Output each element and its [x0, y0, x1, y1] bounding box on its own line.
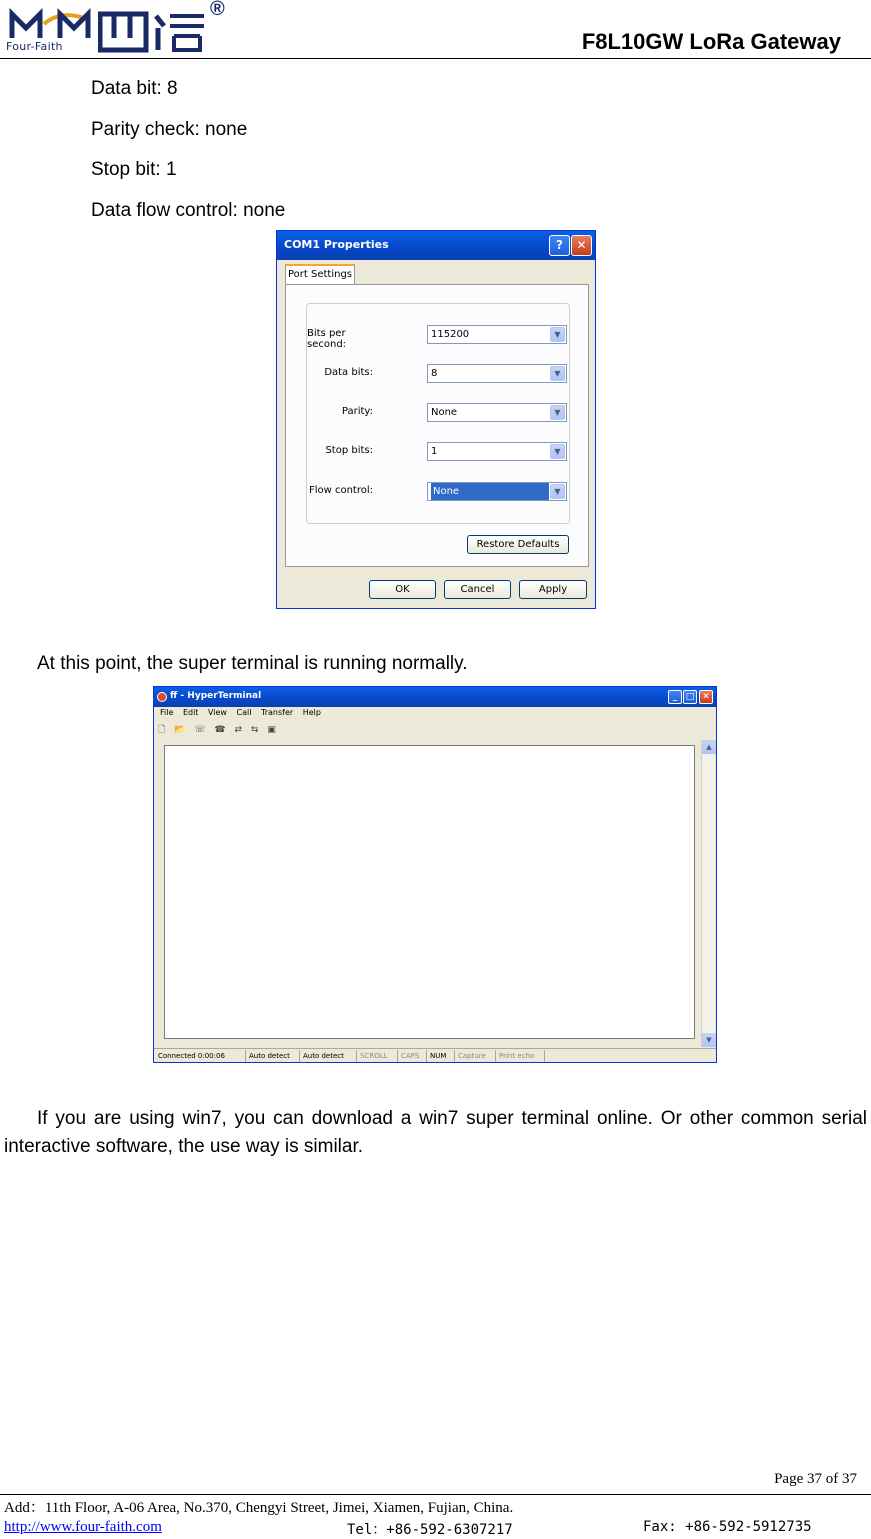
data-bits-select[interactable]: 8 ▼ — [427, 364, 567, 383]
menu-bar — [160, 708, 328, 720]
status-num: NUM — [428, 1050, 455, 1062]
param-parity: Parity check: none — [91, 119, 248, 140]
menu-call[interactable]: Call — [236, 708, 252, 717]
page-number: Page 37 of 37 — [774, 1471, 857, 1487]
bits-per-second-select[interactable]: 115200 ▼ — [427, 325, 567, 344]
ok-button[interactable]: OK — [369, 580, 436, 599]
apply-button[interactable]: Apply — [519, 580, 587, 599]
footer-address: Add：11th Floor, A-06 Area, No.370, Chengyi Street, Jimei, Xiamen, Fujian, China. — [4, 1500, 514, 1516]
registered-mark: ® — [210, 0, 225, 20]
send-icon[interactable]: ⇄ — [234, 725, 242, 735]
website-link[interactable]: http://www.four-faith.com — [4, 1519, 162, 1535]
port-settings-panel — [285, 284, 589, 567]
status-auto-detect-1: Auto detect — [247, 1050, 300, 1062]
com1-properties-dialog — [276, 230, 596, 609]
menu-help[interactable]: Help — [302, 708, 321, 717]
app-icon — [157, 692, 167, 702]
chevron-down-icon[interactable]: ▼ — [550, 366, 565, 381]
brand-name: Four-Faith — [6, 40, 63, 53]
toolbar — [158, 722, 282, 736]
menu-transfer[interactable]: Transfer — [261, 708, 294, 717]
cancel-button[interactable]: Cancel — [444, 580, 511, 599]
scroll-up-icon[interactable]: ▲ — [702, 740, 716, 754]
status-print-echo: Print echo — [497, 1050, 545, 1062]
dialog-titlebar — [277, 231, 595, 260]
running-normally-text: At this point, the super terminal is running normally. — [37, 653, 468, 674]
chevron-down-icon[interactable]: ▼ — [550, 484, 565, 499]
param-data-bit: Data bit: 8 — [91, 78, 178, 99]
vertical-scrollbar[interactable] — [701, 740, 715, 1047]
chinese-logo-icon — [98, 8, 208, 54]
stop-bits-label: Stop bits: — [325, 445, 373, 456]
status-bar — [154, 1048, 716, 1062]
bits-per-second-label: Bits per second: — [307, 328, 347, 350]
parity-label: Parity: — [341, 406, 373, 417]
status-caps: CAPS — [399, 1050, 427, 1062]
hyperterminal-window — [153, 686, 717, 1063]
disconnect-icon[interactable]: ☎ — [214, 725, 226, 735]
flow-control-select[interactable]: None ▼ — [427, 482, 567, 501]
menu-file[interactable]: File — [160, 708, 174, 717]
open-icon[interactable]: 📂 — [174, 725, 186, 735]
scroll-down-icon[interactable]: ▼ — [702, 1033, 716, 1047]
parity-select[interactable]: None ▼ — [427, 403, 567, 422]
status-scroll: SCROLL — [358, 1050, 398, 1062]
help-icon[interactable]: ? — [549, 235, 570, 256]
receive-icon[interactable]: ⇆ — [250, 725, 259, 735]
chevron-down-icon[interactable]: ▼ — [550, 327, 565, 342]
hyperterminal-title: ff - HyperTerminal — [170, 691, 262, 701]
chevron-down-icon[interactable]: ▼ — [550, 405, 565, 420]
close-icon[interactable]: ✕ — [699, 690, 713, 704]
status-connected: Connected 0:00:06 — [156, 1050, 246, 1062]
page-header — [0, 0, 871, 60]
footer-tel: Tel：+86-592-6307217 — [347, 1522, 513, 1538]
status-auto-detect-2: Auto detect — [301, 1050, 357, 1062]
param-stop-bit: Stop bit: 1 — [91, 159, 177, 180]
data-bits-label: Data bits: — [324, 367, 373, 378]
new-icon[interactable]: 🗋 — [158, 725, 166, 735]
param-flow-control: Data flow control: none — [91, 200, 286, 221]
restore-defaults-button[interactable]: Restore Defaults — [467, 535, 569, 554]
header-divider — [0, 58, 871, 59]
stop-bits-select[interactable]: 1 ▼ — [427, 442, 567, 461]
dialog-title: COM1 Properties — [284, 238, 389, 251]
menu-edit[interactable]: Edit — [182, 708, 199, 717]
chevron-down-icon[interactable]: ▼ — [550, 444, 565, 459]
properties-icon[interactable]: ▣ — [267, 725, 276, 735]
terminal-area[interactable] — [164, 745, 695, 1039]
tab-port-settings[interactable]: Port Settings — [285, 264, 355, 285]
menu-view[interactable]: View — [207, 708, 227, 717]
minimize-icon[interactable]: _ — [668, 690, 682, 704]
connect-icon[interactable]: ☏ — [194, 725, 206, 735]
doc-title: F8L10GW LoRa Gateway — [581, 29, 841, 54]
footer-divider — [0, 1494, 871, 1495]
hyperterminal-titlebar — [154, 687, 716, 707]
status-capture: Capture — [456, 1050, 496, 1062]
footer-fax: Fax: +86-592-5912735 — [643, 1519, 812, 1535]
settings-group — [306, 303, 570, 524]
maximize-icon[interactable]: □ — [683, 690, 697, 704]
flow-control-label: Flow control: — [308, 485, 373, 496]
win7-note-text: If you are using win7, you can download a win7 super terminal online. Or other common serial interactive software, the use way is similar. — [4, 1108, 867, 1157]
close-icon[interactable]: ✕ — [571, 235, 592, 256]
